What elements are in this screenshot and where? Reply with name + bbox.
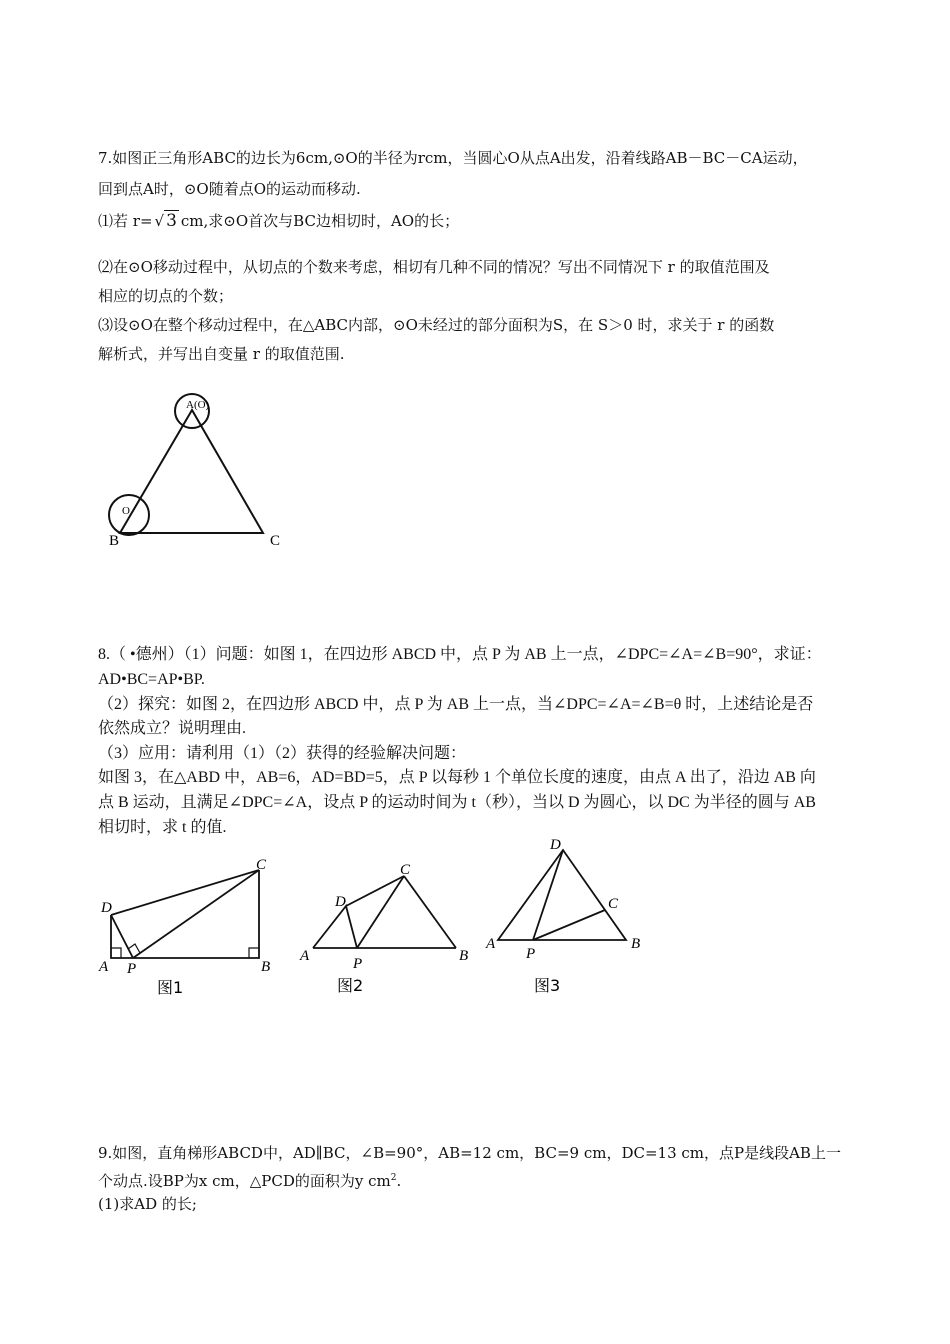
sqrt-radicand: 3: [166, 211, 177, 231]
fig2-label-c: C: [400, 862, 411, 878]
q8-line5: （3）应用：请利用（1）（2）获得的经验解决问题：: [98, 745, 467, 762]
q8-figures: [90, 830, 660, 1005]
fig2-label-b: B: [459, 948, 469, 964]
label-b: B: [109, 533, 120, 549]
q9-line2: [98, 1167, 401, 1192]
fig2-label-a: A: [300, 948, 310, 964]
q8-line8: 相切时，求 t 的值.: [98, 819, 227, 836]
fig1-label-p: P: [127, 961, 137, 977]
q8-line2: AD•BC=AP•BP.: [98, 671, 205, 688]
q7-line3: [98, 210, 459, 232]
figure-3: [498, 850, 626, 940]
q9-line2-sup: 2: [390, 1173, 397, 1183]
q8-line6: 如图 3，在△ABD 中，AB=6，AD=BD=5，点 P 以每秒 1 个单位长度的速度，由点 A 出了，沿边 AB 向: [98, 769, 816, 786]
fig3-caption: 图3: [534, 976, 561, 995]
q7-line5: 相应的切点的个数；: [98, 287, 234, 305]
fig1-label-d: D: [101, 900, 112, 916]
label-c: C: [270, 533, 281, 549]
q7-line7: 解析式，并写出自变量 r 的取值范围.: [98, 345, 345, 363]
label-a-o: A(O): [186, 399, 210, 411]
fig2-caption: 图2: [337, 976, 364, 995]
figure-1: [111, 870, 259, 958]
fig3-label-a: A: [486, 936, 496, 952]
q9-line2-pre: 个动点.设BP为x cm，△PCD的面积为y cm: [98, 1172, 391, 1190]
fig2-label-d: D: [335, 894, 346, 910]
fig1-label-b: B: [261, 959, 271, 975]
q8-line3: （2）探究：如图 2，在四边形 ABCD 中，点 P 为 AB 上一点，当∠DPC=∠A=∠B=θ 时，上述结论是否: [98, 696, 814, 713]
fig3-label-p: P: [526, 946, 536, 962]
label-o: O: [122, 505, 130, 517]
fig3-label-d: D: [550, 837, 561, 853]
q9-line3: (1)求AD 的长;: [98, 1195, 197, 1213]
fig2-label-p: P: [353, 956, 363, 972]
q9-line2-post: .: [396, 1172, 402, 1190]
fig1-caption: 图1: [157, 978, 184, 997]
fig3-label-b: B: [631, 936, 641, 952]
q8-line4: 依然成立？说明理由.: [98, 720, 247, 737]
fig1-label-a: A: [99, 959, 109, 975]
q7-line2: 回到点A时，⊙O随着点O的运动而移动.: [98, 180, 361, 198]
fig1-label-c: C: [256, 857, 267, 873]
q7-line1: 7.如图正三角形ABC的边长为6cm,⊙O的半径为rcm，当圆心O从点A出发，沿着线路AB－BC－CA运动，: [98, 149, 808, 167]
q7-line3-post: cm,求⊙O首次与BC边相切时，AO的长；: [180, 212, 460, 230]
figure-2: [313, 876, 456, 948]
q7-line4: ⑵在⊙O移动过程中，从切点的个数来考虑，相切有几种不同的情况？写出不同情况下 r 的取值范围及: [98, 258, 770, 276]
sqrt-symbol: √ 3: [154, 211, 177, 231]
q7-triangle-figure: [100, 385, 300, 555]
q7-line6: ⑶设⊙O在整个移动过程中，在△ABC内部，⊙O未经过的部分面积为S，在 S＞0 时，求关于 r 的函数: [98, 316, 775, 334]
q7-line3-pre: ⑴若 r=: [98, 212, 153, 230]
q9-line1: 9.如图，直角梯形ABCD中，AD∥BC，∠B=90°，AB=12 cm，BC=9 cm，DC=13 cm，点P是线段AB上一: [98, 1144, 841, 1162]
q8-line1: 8.（ •德州）（1）问题：如图 1，在四边形 ABCD 中，点 P 为 AB 上一点，∠DPC=∠A=∠B=90°，求证：: [98, 646, 822, 663]
q8-line7: 点 B 运动，且满足∠DPC=∠A，设点 P 的运动时间为 t（秒），当以 D 为圆心，以 DC 为半径的圆与 AB: [98, 794, 816, 811]
fig3-label-c: C: [608, 896, 619, 912]
